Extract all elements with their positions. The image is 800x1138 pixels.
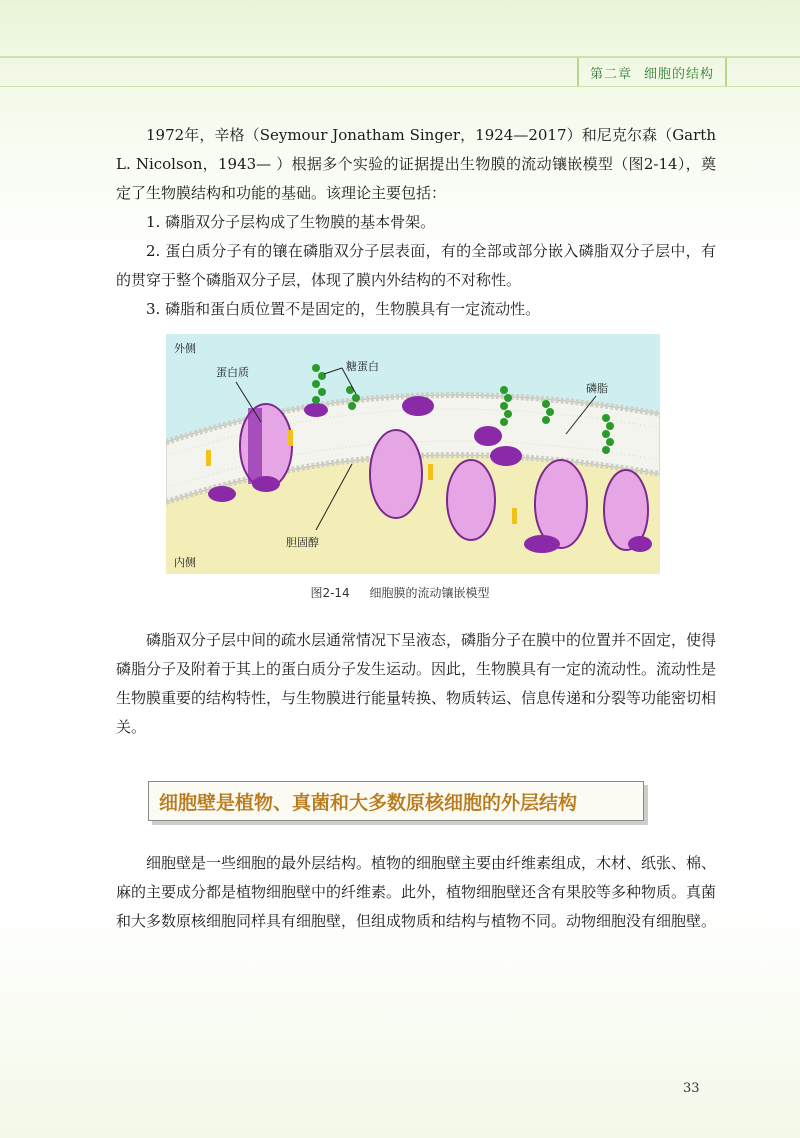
point-3: 3. 磷脂和蛋白质位置不是固定的，生物膜具有一定流动性。	[146, 300, 541, 318]
label-outside: 外侧	[174, 342, 196, 355]
label-glycoprotein: 糖蛋白	[346, 360, 379, 373]
fluidity-paragraph: 磷脂双分子层中间的疏水层通常情况下呈液态，磷脂分子在膜中的位置并不固定，使得磷脂分子及附着于其上的蛋白质分子发生运动。因此，生物膜具有一定的流动性。流动性是生物膜重要的结构特性，与生物膜进行能量转换、物质转运、信息传递和分裂等功能密切相关。	[116, 631, 717, 736]
protein-shape-1	[240, 404, 292, 488]
point-1: 1. 磷脂双分子层构成了生物膜的基本骨架。	[146, 213, 436, 231]
fluid-mosaic-figure	[166, 334, 660, 574]
caption-number: 图2-14	[310, 586, 350, 600]
chapter-header	[577, 58, 727, 86]
caption-text: 细胞膜的流动镶嵌模型	[369, 586, 490, 600]
membrane-illustration	[166, 334, 660, 574]
intro-paragraph: 1972年，辛格（Seymour Jonatham Singer，1924—2017）和尼克尔森（Garth L. Nicolson，1943— ）根据多个实验的证据提出生物膜的流动镶嵌模型（图2-14），奠定了生物膜结构和功能的基础。该理论主要包括：	[116, 126, 716, 202]
label-inside: 内侧	[174, 556, 196, 569]
label-protein: 蛋白质	[216, 366, 249, 379]
label-cholesterol: 胆固醇	[286, 536, 319, 549]
protein-shape-2	[370, 430, 422, 518]
protein-shape-3	[447, 460, 495, 540]
figure-caption	[0, 584, 800, 601]
label-phospholipid: 磷脂	[586, 382, 608, 395]
section-heading: 细胞壁是植物、真菌和大多数原核细胞的外层结构	[148, 781, 644, 821]
cell-wall-paragraph: 细胞壁是一些细胞的最外层结构。植物的细胞壁主要由纤维素组成，木材、纸张、棉、麻的主要成分都是植物细胞壁中的纤维素。此外，植物细胞壁还含有果胶等多种物质。真菌和大多数原核细胞同样具有细胞壁，但组成物质和结构与植物不同。动物细胞没有细胞壁。	[116, 854, 717, 930]
chapter-number: 第二章	[589, 66, 632, 82]
protein-shape-4	[535, 460, 587, 548]
page-number: 33	[683, 1081, 700, 1096]
point-2: 2. 蛋白质分子有的镶在磷脂双分子层表面，有的全部或部分嵌入磷脂双分子层中，有的贯穿于整个磷脂双分子层，体现了膜内外结构的不对称性。	[116, 242, 716, 289]
chapter-title: 细胞的结构	[644, 66, 715, 82]
header-rule-bottom	[0, 86, 800, 87]
